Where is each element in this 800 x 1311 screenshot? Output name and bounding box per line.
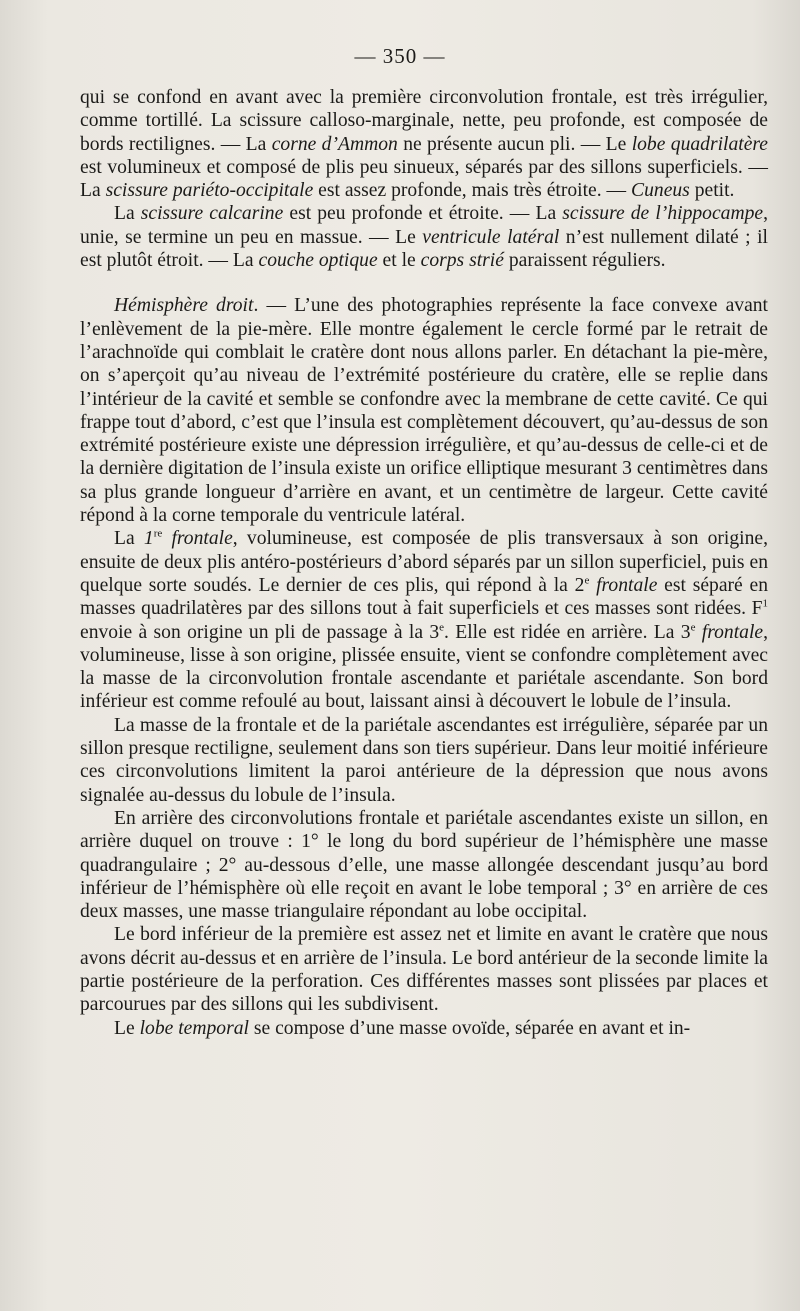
superscript: 1 bbox=[762, 597, 768, 610]
text-run: est séparé en masses quadrilatères par des sillons tout à fait superficiels et ces masses sont ridées. F bbox=[80, 574, 768, 620]
paragraph bbox=[80, 807, 768, 923]
text-run: La masse de la frontale et de la pariétale ascendantes est irrégulière, séparée par un sillon presque rectiligne, seulement dans son tiers supérieur. Dans leur moitié inférieure ces circonvolutions limitent la paroi antérieure de la dépression que nous avons signalée au-dessus du lobule de l’insula. bbox=[80, 714, 768, 806]
text-run: est volumineux et composé de plis peu sinueux, séparés par des sillons superficiels. — La bbox=[80, 156, 768, 202]
text-run: n’est nullement dilaté ; il est plutôt étroit. — La bbox=[80, 226, 768, 272]
paragraph bbox=[80, 923, 768, 1016]
italic-term: scissure calcarine bbox=[140, 203, 284, 225]
italic-term: frontale bbox=[162, 528, 233, 550]
italic-term: corne d’Ammon bbox=[271, 133, 398, 155]
text-run: Le bbox=[114, 1017, 140, 1039]
text-run: paraissent réguliers. bbox=[503, 250, 666, 272]
text-run: et le bbox=[377, 250, 421, 272]
superscript: e bbox=[439, 621, 445, 633]
paragraph bbox=[80, 527, 768, 713]
italic-term: scissure de l’hippocampe bbox=[562, 203, 764, 225]
italic-term: frontale bbox=[589, 574, 658, 596]
italic-term: corps strié bbox=[420, 250, 504, 272]
text-run: qui se confond en avant avec la première circonvolution frontale, est très irrégulier, comme tortillé. La scissure calloso-marginale, nette, peu profonde, est composée de bords rectilignes. — La bbox=[80, 87, 768, 155]
italic-term: couche optique bbox=[258, 250, 378, 272]
paragraph bbox=[80, 202, 768, 272]
text-run: envoie à son origine un pli de passage à la 3 bbox=[80, 621, 440, 643]
text-run: , unie, se termine un peu en massue. — Le bbox=[80, 203, 768, 248]
text-run: est peu profonde et étroite. — La bbox=[283, 203, 563, 225]
italic-term: lobe temporal bbox=[139, 1017, 249, 1039]
italic-term: lobe quadrilatère bbox=[631, 133, 769, 155]
body-text bbox=[80, 86, 768, 1040]
italic-term: scissure pariéto-occipitale bbox=[105, 180, 314, 202]
italic-term: Cuneus bbox=[631, 180, 690, 202]
paragraph bbox=[80, 1017, 768, 1040]
italic-term: ventricule latéral bbox=[422, 226, 560, 248]
text-run: , volumineuse, est composée de plis transversaux à son origine, ensuite de deux plis antéro-postérieurs d’abord séparés par un sillon superficiel, puis en quelque sorte soudés. Le dernier de ces plis, qui répond à la 2 bbox=[80, 528, 768, 596]
paragraph bbox=[80, 294, 768, 527]
superscript: e bbox=[690, 621, 696, 633]
italic-term: Hémisphère droit bbox=[114, 295, 254, 317]
italic-term: frontale bbox=[695, 621, 764, 643]
superscript: re bbox=[153, 527, 163, 540]
text-run: . — L’une des photographies représente la face convexe avant l’enlèvement de la pie-mère. Elle montre également le cercle formé par le retrait de l’arachnoïde qui comblait le cratère dont nous allons parler. En détachant la pie-mère, on s’aperçoit qu’au niveau de l’extrémité postérieure du cratère, elle se replie dans l’intérieur de la cavité et semble se confondre avec la membrane de cette cavité. Ce qui frappe tout d’abord, c’est que l’insula est complètement découvert, qu’au-dessus de son extrémité postérieure existe une dépression irrégulière, et qu’au-dessus de celle-ci et de la dernière digitation de l’insula existe un orifice elliptique mesurant 3 centimètres dans sa plus grande longueur d’arrière en avant, et un centimètre de largeur. Cette cavité répond à la corne temporale du ventricule latéral. bbox=[80, 295, 769, 527]
paragraph bbox=[80, 714, 768, 807]
paragraph bbox=[80, 86, 768, 202]
text-run: est assez profonde, mais très étroite. — bbox=[313, 180, 632, 202]
superscript: e bbox=[584, 574, 590, 587]
text-run: La bbox=[114, 528, 144, 550]
text-run: petit. bbox=[689, 180, 735, 202]
text-run: En arrière des circonvolutions frontale et pariétale ascendantes existe un sillon, en arrière duquel on trouve : 1° le long du bord supérieur de l’hémisphère une masse quadrangulaire ; 2° au-dessous d’elle, une masse allongée descendant jusqu’au bord inférieur de l’hémisphère où elle reçoit en avant le lobe temporal ; 3° en arrière de ces deux masses, une masse triangulaire répondant au lobe occipital. bbox=[80, 807, 768, 923]
text-run: , volumineuse, lisse à son origine, plissée ensuite, vient se confondre complètement avec la masse de la circonvolution frontale ascendante et pariétale ascendante. Son bord inférieur est comme refoulé au bout, laissant ainsi à découvert le lobule de l’insula. bbox=[80, 621, 768, 713]
text-run: Le bord inférieur de la première est assez net et limite en avant le cratère que nous avons décrit au-dessus et en arrière de l’insula. Le bord antérieur de la seconde limite la partie postérieure de la perforation. Ces différentes masses sont plissées par places et parcourues par des sillons qui les subdivisent. bbox=[80, 924, 768, 1016]
text-run: La bbox=[114, 203, 141, 225]
text-run: se compose d’une masse ovoïde, séparée en avant et in- bbox=[248, 1017, 691, 1039]
page-number: — 350 — bbox=[354, 44, 446, 68]
text-run: ne présente aucun pli. — Le bbox=[397, 133, 632, 155]
italic-term: 1 bbox=[143, 528, 154, 550]
text-run: . Elle est ridée en arrière. La 3 bbox=[444, 621, 691, 643]
